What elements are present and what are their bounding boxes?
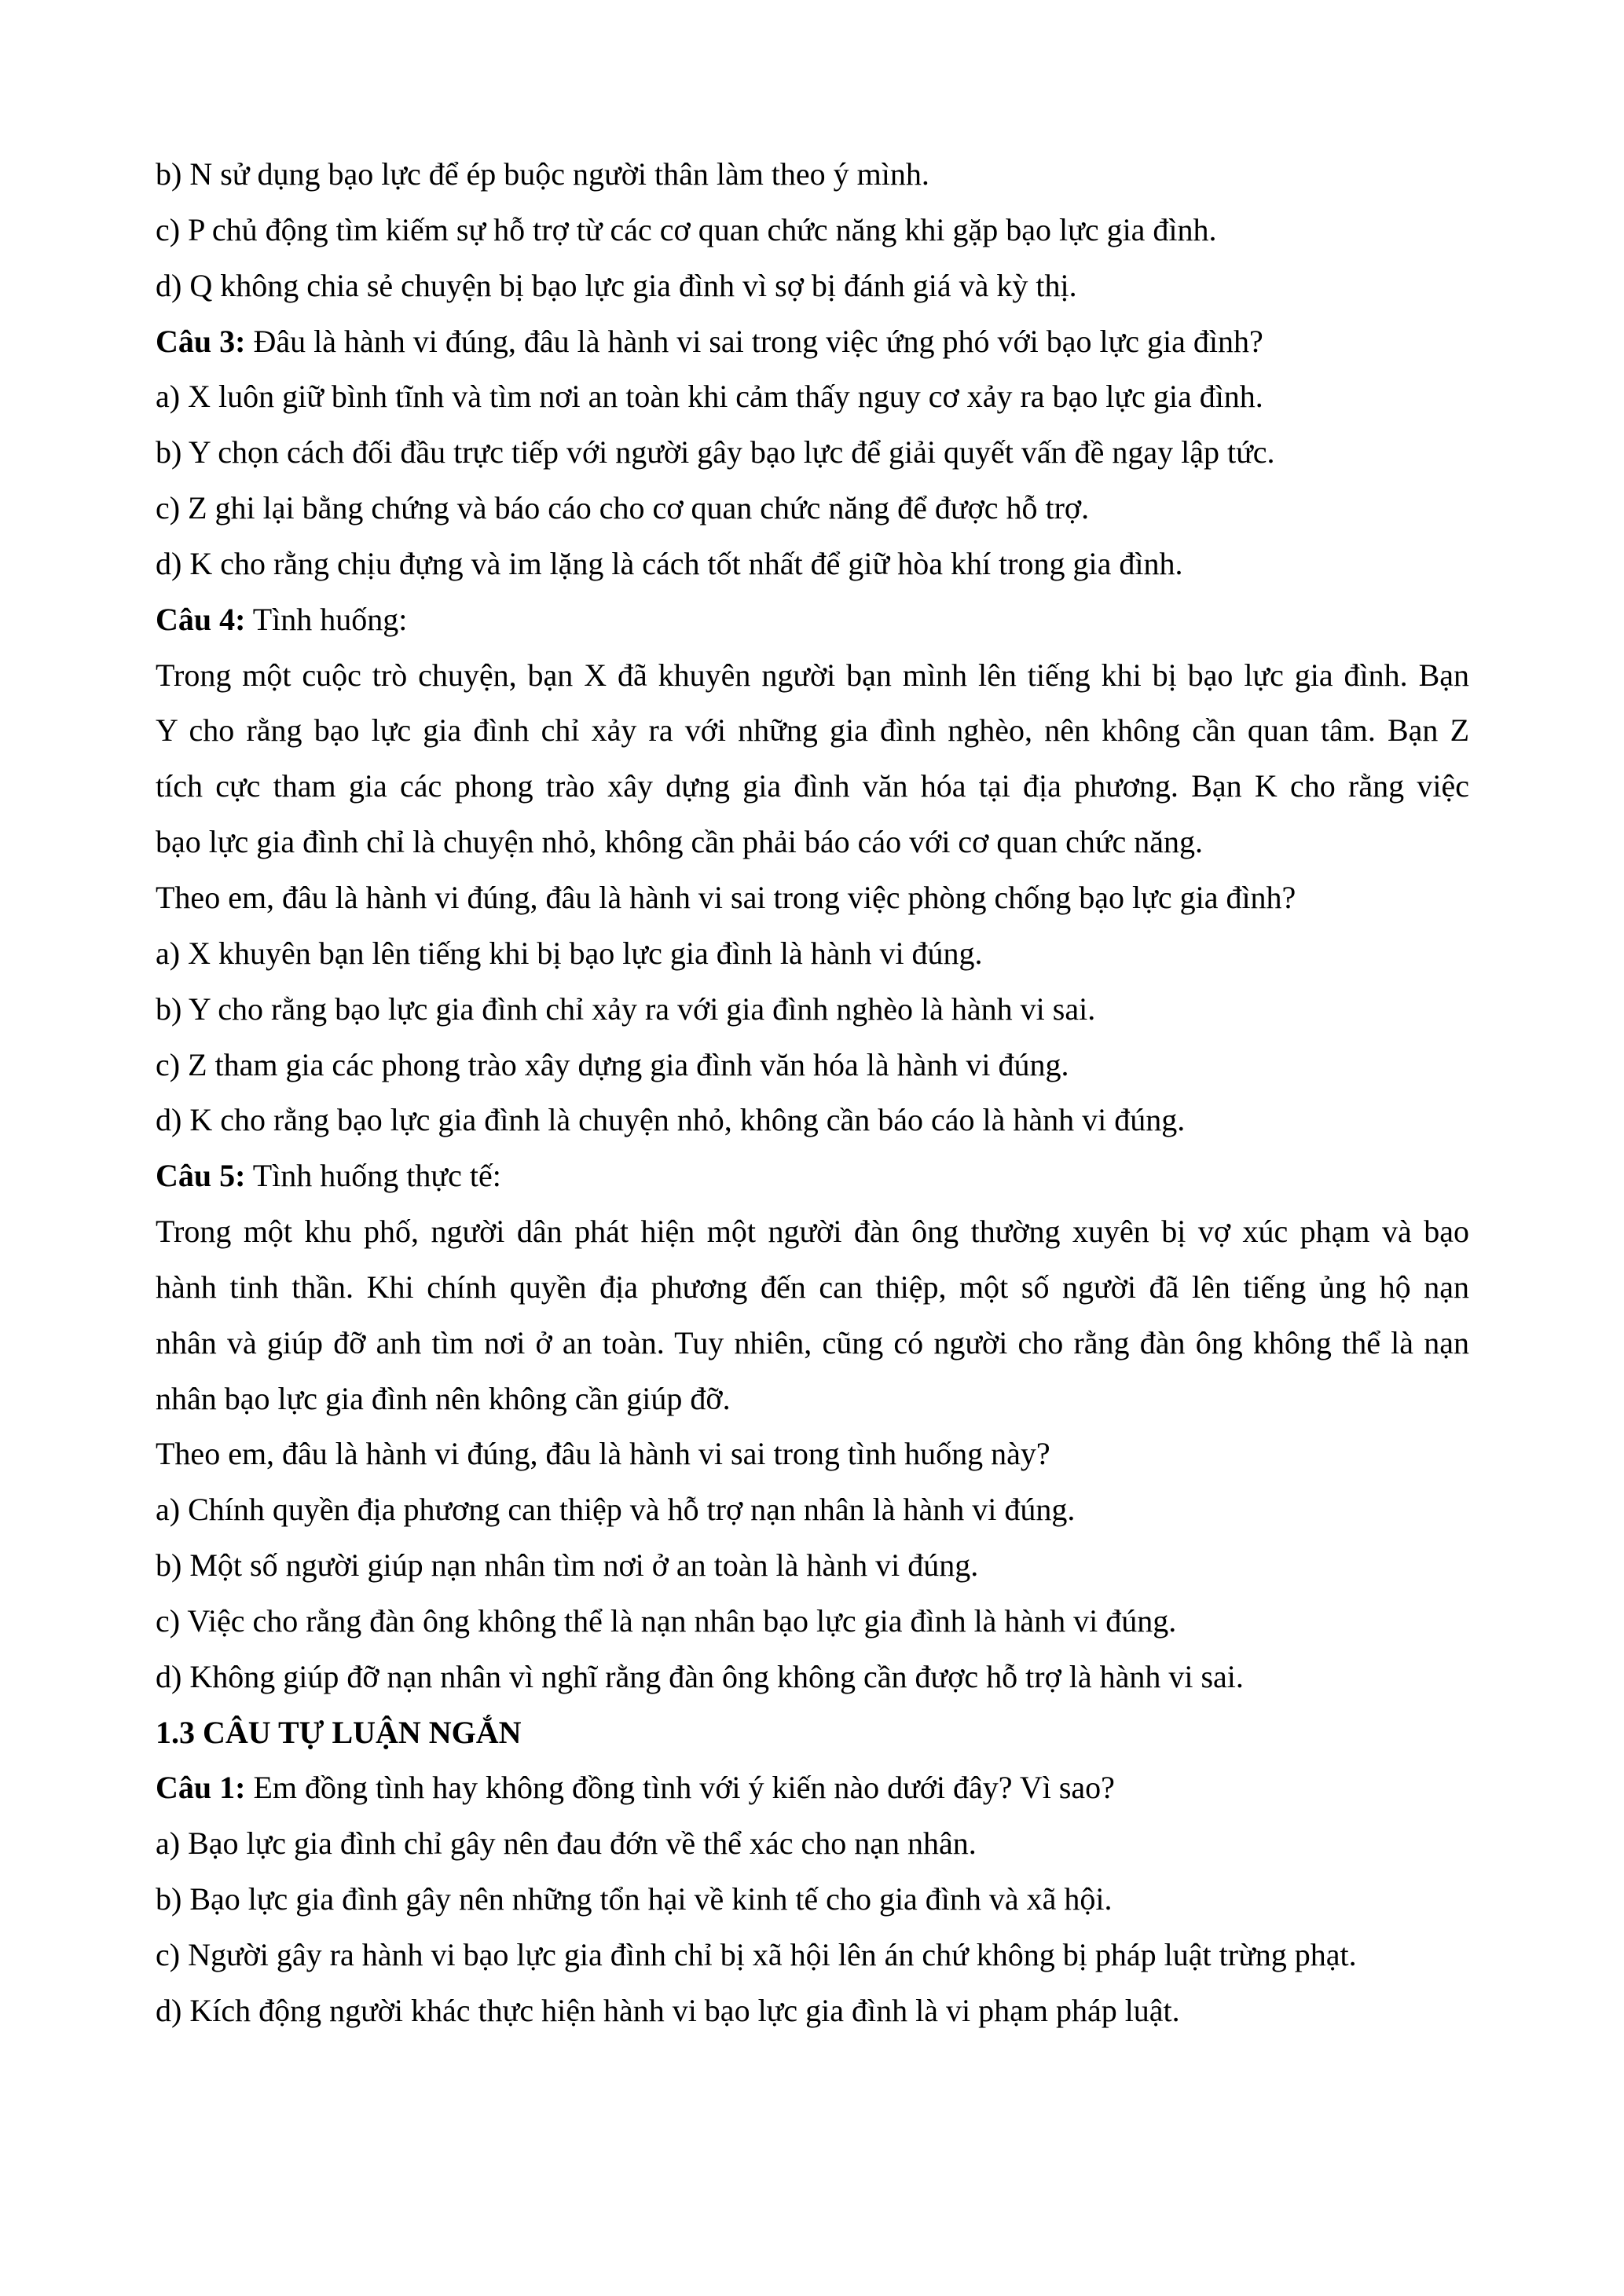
text-line (156, 1100, 1469, 1155)
line-text: nhân bạo lực gia đình nên không cần giúp đỡ. (156, 1380, 731, 1416)
line-text: b) Bạo lực gia đình gây nên những tổn hại về kinh tế cho gia đình và xã hội. (156, 1881, 1113, 1917)
text-line (156, 488, 1469, 544)
bold-label: Câu 1: (156, 1770, 246, 1806)
text-line (156, 544, 1469, 599)
text-line (156, 822, 1469, 877)
bold-label: 1.3 CÂU TỰ LUẬN NGẮN (156, 1714, 522, 1750)
text-line (156, 933, 1469, 989)
text-line (156, 432, 1469, 488)
text-line (156, 1267, 1469, 1323)
text-line (156, 1434, 1469, 1489)
text-line (156, 1657, 1469, 1712)
line-text: b) Y cho rằng bạo lực gia đình chỉ xảy ra với gia đình nghèo là hành vi sai. (156, 991, 1096, 1027)
line-text: tích cực tham gia các phong trào xây dựng gia đình văn hóa tại địa phương. Bạn K cho rằng việc (156, 768, 1469, 804)
text-line (156, 1045, 1469, 1100)
document-body (156, 154, 1469, 2046)
text-line (156, 655, 1469, 711)
line-text: d) K cho rằng bạo lực gia đình là chuyện nhỏ, không cần báo cáo là hành vi đúng. (156, 1102, 1186, 1138)
text-line (156, 210, 1469, 265)
text-line (156, 877, 1469, 933)
line-text: b) Y chọn cách đối đầu trực tiếp với người gây bạo lực để giải quyết vấn đề ngay lập tức. (156, 434, 1275, 471)
line-text: Trong một khu phố, người dân phát hiện một người đàn ông thường xuyên bị vợ xúc phạm và bạo (156, 1214, 1469, 1250)
line-text: d) Không giúp đỡ nạn nhân vì nghĩ rằng đàn ông không cần được hỗ trợ là hành vi sai. (156, 1658, 1244, 1694)
text-line (156, 1323, 1469, 1379)
line-text: b) N sử dụng bạo lực để ép buộc người thân làm theo ý mình. (156, 156, 929, 192)
line-text: Theo em, đâu là hành vi đúng, đâu là hành vi sai trong tình huống này? (156, 1436, 1050, 1472)
text-line (156, 1211, 1469, 1267)
line-text: c) Z tham gia các phong trào xây dựng gia đình văn hóa là hành vi đúng. (156, 1046, 1069, 1082)
line-text: Y cho rằng bạo lực gia đình chỉ xảy ra với những gia đình nghèo, nên không cần quan tâm. Bạn Z (156, 712, 1469, 749)
bold-label: Câu 4: (156, 601, 246, 637)
text-line (156, 1990, 1469, 2046)
line-text: d) K cho rằng chịu đựng và im lặng là cách tốt nhất để giữ hòa khí trong gia đình. (156, 545, 1183, 581)
text-line (156, 1601, 1469, 1657)
line-text: nhân và giúp đỡ anh tìm nơi ở an toàn. Tuy nhiên, cũng có người cho rằng đàn ông không thể là nạn (156, 1324, 1469, 1360)
text-line (156, 1823, 1469, 1879)
line-text: Tình huống thực tế: (245, 1158, 501, 1194)
line-text: b) Một số người giúp nạn nhân tìm nơi ở an toàn là hành vi đúng. (156, 1547, 979, 1584)
line-text: c) Người gây ra hành vi bạo lực gia đình chỉ bị xã hội lên án chứ không bị pháp luật trừng phạt. (156, 1937, 1357, 1972)
text-line (156, 1935, 1469, 1990)
heading-line (156, 1155, 1469, 1211)
line-text: a) Bạo lực gia đình chỉ gây nên đau đớn về thể xác cho nạn nhân. (156, 1825, 977, 1862)
text-line (156, 376, 1469, 432)
line-text: Trong một cuộc trò chuyện, bạn X đã khuyên người bạn mình lên tiếng khi bị bạo lực gia đình. Bạn (156, 657, 1469, 693)
line-text: c) Việc cho rằng đàn ông không thể là nạn nhân bạo lực gia đình là hành vi đúng. (156, 1602, 1177, 1639)
heading-line (156, 321, 1469, 377)
text-line (156, 710, 1469, 766)
line-text: a) X luôn giữ bình tĩnh và tìm nơi an toàn khi cảm thấy nguy cơ xảy ra bạo lực gia đình. (156, 379, 1263, 415)
line-text: Đâu là hành vi đúng, đâu là hành vi sai trong việc ứng phó với bạo lực gia đình? (245, 323, 1263, 359)
text-line (156, 1545, 1469, 1601)
text-line (156, 989, 1469, 1045)
text-line (156, 1879, 1469, 1935)
line-text: d) Kích động người khác thực hiện hành vi bạo lực gia đình là vi phạm pháp luật. (156, 1992, 1180, 2028)
line-text: a) X khuyên bạn lên tiếng khi bị bạo lực gia đình là hành vi đúng. (156, 935, 983, 971)
line-text: bạo lực gia đình chỉ là chuyện nhỏ, không cần phải báo cáo với cơ quan chức năng. (156, 824, 1204, 860)
bold-label: Câu 3: (156, 323, 246, 359)
line-text: c) P chủ động tìm kiếm sự hỗ trợ từ các cơ quan chức năng khi gặp bạo lực gia đình. (156, 211, 1217, 247)
text-line (156, 766, 1469, 822)
line-text: d) Q không chia sẻ chuyện bị bạo lực gia đình vì sợ bị đánh giá và kỳ thị. (156, 267, 1077, 303)
line-text: Tình huống: (245, 601, 408, 637)
line-text: Em đồng tình hay không đồng tình với ý kiến nào dưới đây? Vì sao? (245, 1770, 1115, 1806)
heading-line (156, 599, 1469, 655)
text-line (156, 1379, 1469, 1434)
text-line (156, 265, 1469, 321)
text-line (156, 1489, 1469, 1545)
heading-line (156, 1712, 1469, 1768)
line-text: hành tinh thần. Khi chính quyền địa phương đến can thiệp, một số người đã lên tiếng ủng hộ nạn (156, 1269, 1469, 1305)
line-text: a) Chính quyền địa phương can thiệp và hỗ trợ nạn nhân là hành vi đúng. (156, 1492, 1076, 1528)
line-text: Theo em, đâu là hành vi đúng, đâu là hành vi sai trong việc phòng chống bạo lực gia đình? (156, 879, 1296, 915)
text-line (156, 154, 1469, 210)
heading-line (156, 1767, 1469, 1823)
bold-label: Câu 5: (156, 1158, 246, 1194)
line-text: c) Z ghi lại bằng chứng và báo cáo cho cơ quan chức năng để được hỗ trợ. (156, 490, 1090, 526)
